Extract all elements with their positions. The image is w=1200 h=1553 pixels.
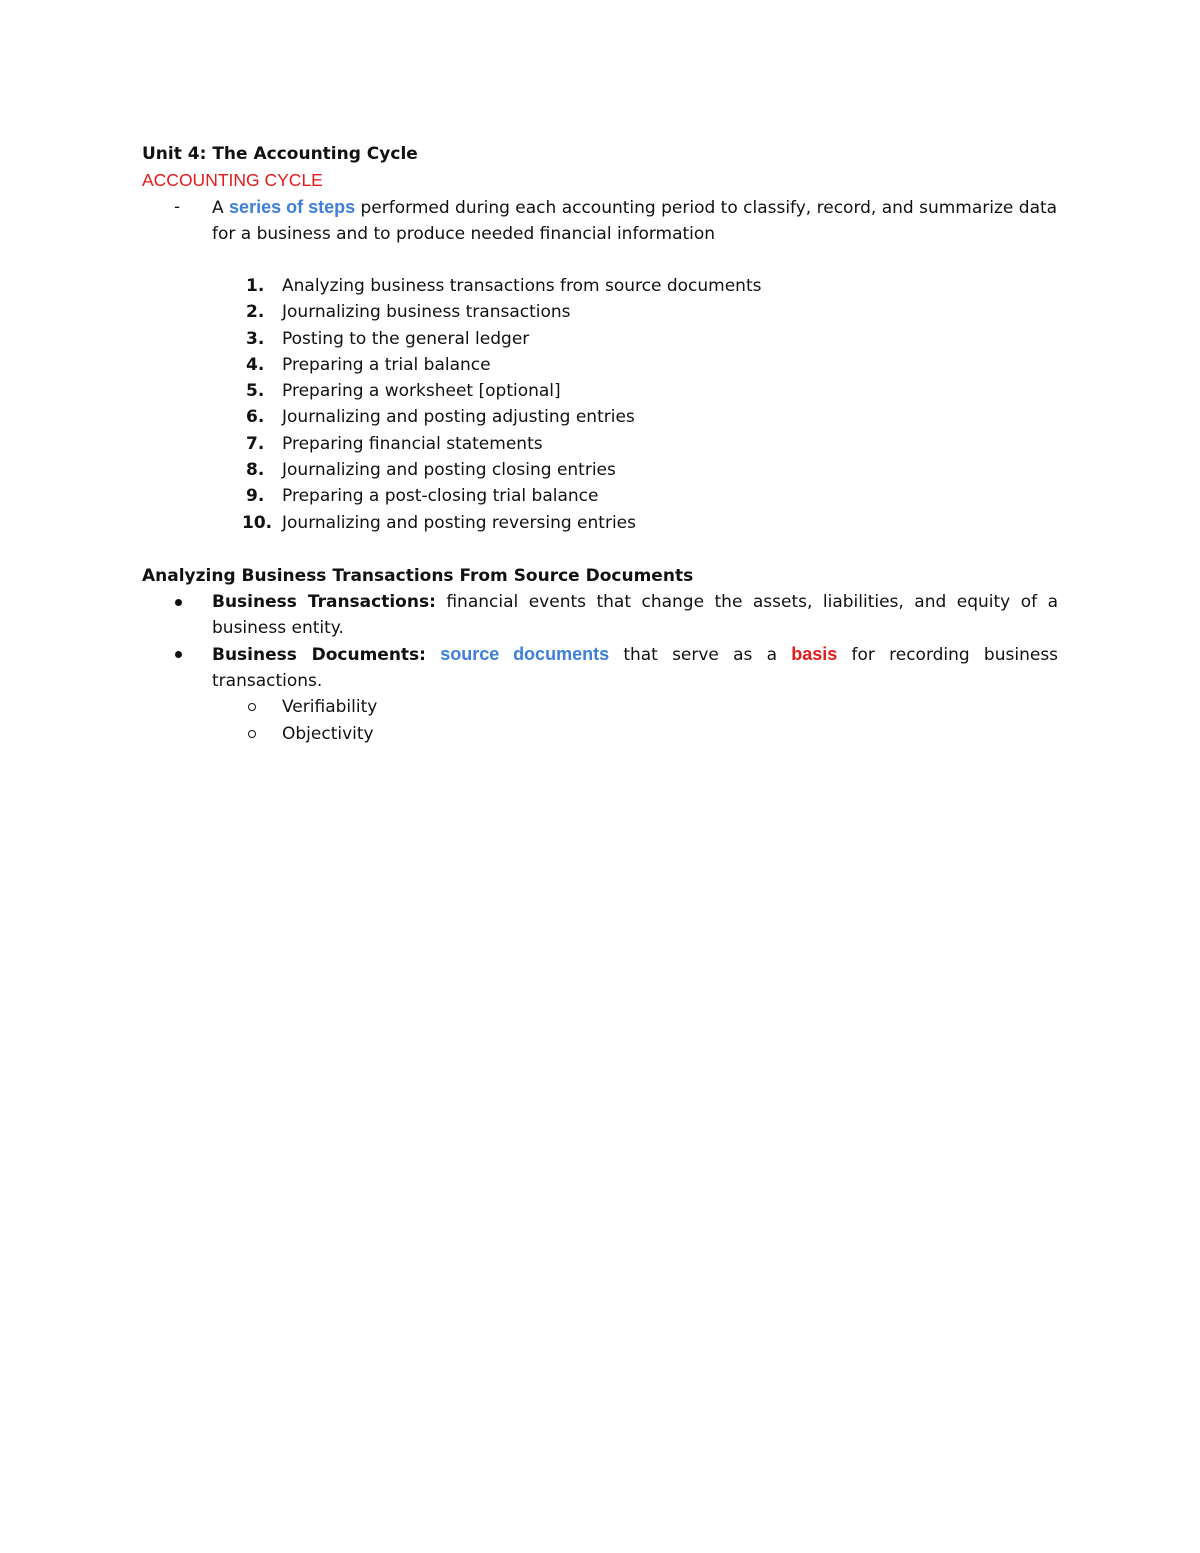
step-text: Journalizing and posting reversing entries xyxy=(282,512,636,533)
bullet-business-documents xyxy=(142,641,1058,694)
list-item xyxy=(142,483,1058,509)
list-item xyxy=(142,326,1058,352)
list-item xyxy=(142,404,1058,430)
term-business-documents: Business Documents: xyxy=(212,644,426,665)
step-number: 9. xyxy=(246,486,265,507)
bullet-dot-icon xyxy=(175,599,182,606)
term-business-transactions: Business Transactions: xyxy=(212,591,436,612)
list-item xyxy=(142,352,1058,378)
list-item xyxy=(142,721,1058,748)
list-item xyxy=(142,378,1058,404)
documents-text-end: for recording business transactions. xyxy=(212,644,1059,691)
step-text: Analyzing business transactions from source documents xyxy=(282,276,762,296)
step-number: 10. xyxy=(242,512,273,533)
hollow-circle-icon xyxy=(248,730,256,738)
sub-bullet-text: Verifiability xyxy=(282,696,378,717)
step-number: 8. xyxy=(246,460,265,481)
step-text: Preparing financial statements xyxy=(282,433,543,454)
step-number: 3. xyxy=(246,328,265,349)
documents-text-middle: that serve as a xyxy=(609,644,792,665)
list-item xyxy=(142,510,1058,536)
definition-text: performed during each accounting period to classify, record, and summarize data for a business and to produce needed financial information xyxy=(212,198,1058,244)
step-text: Journalizing and posting adjusting entries xyxy=(282,407,635,428)
list-item xyxy=(142,694,1058,721)
step-number: 2. xyxy=(246,302,265,323)
document-title: Unit 4: The Accounting Cycle xyxy=(142,144,418,164)
section-label: ACCOUNTING CYCLE xyxy=(142,170,323,190)
step-number: 4. xyxy=(246,354,265,375)
list-item xyxy=(142,299,1058,325)
step-text: Journalizing business transactions xyxy=(282,302,571,323)
definition-highlight: series of steps xyxy=(229,197,356,217)
step-number: 6. xyxy=(246,407,265,428)
definition-prefix: A xyxy=(212,198,230,218)
dash-marker: - xyxy=(174,197,181,217)
document-content xyxy=(142,141,1058,748)
step-number: 7. xyxy=(246,433,265,454)
bullet-dot-icon xyxy=(175,651,182,658)
list-item xyxy=(142,431,1058,457)
step-text: Preparing a post-closing trial balance xyxy=(282,486,599,507)
highlight-source-documents: source documents xyxy=(440,643,610,664)
section-subheading: Analyzing Business Transactions From Source Documents xyxy=(142,565,694,586)
bullet-business-transactions xyxy=(142,589,1058,641)
sub-bullet-list xyxy=(142,694,1058,748)
list-item xyxy=(142,273,1058,299)
steps-list xyxy=(142,273,1058,536)
step-text: Journalizing and posting closing entries xyxy=(282,460,616,481)
hollow-circle-icon xyxy=(248,703,256,711)
bullet-list xyxy=(142,589,1058,694)
list-item xyxy=(142,457,1058,483)
step-text: Preparing a trial balance xyxy=(282,354,491,375)
step-number: 1. xyxy=(246,276,265,296)
sub-bullet-text: Objectivity xyxy=(282,723,374,744)
step-text: Preparing a worksheet [optional] xyxy=(282,381,561,402)
definition-business-transactions: financial events that change the assets, liabilities, and equity of a business entity. xyxy=(212,591,1058,638)
step-number: 5. xyxy=(246,381,265,402)
step-text: Posting to the general ledger xyxy=(282,328,530,349)
definition-item xyxy=(142,194,1058,247)
highlight-basis: basis xyxy=(791,643,838,664)
